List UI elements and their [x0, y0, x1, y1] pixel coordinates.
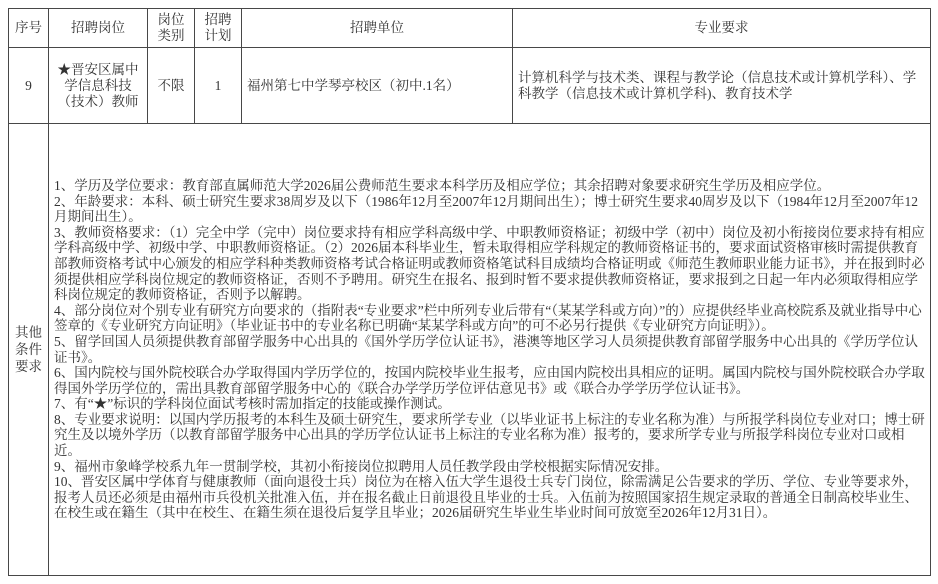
table-row [9, 48, 931, 124]
requirement-item-1: 1、学历及学位要求：教育部直属师范大学2026届公费师范生要求本科学历及相应学位；其余招聘对象要求研究生学历及相应学位。 [54, 177, 831, 193]
requirement-item-2: 2、年龄要求：本科、硕士研究生要求38周岁及以下（1986年12月至2007年12月期间出生）；博士研究生要求40周岁及以下（1984年12月至2007年12月期间出生）。 [54, 193, 918, 225]
table-header-row [9, 9, 931, 48]
other-requirements-row [9, 124, 931, 576]
cell-unit: 福州第七中学琴亭校区（初中.1名） [242, 48, 513, 124]
requirement-item-6: 6、国内院校与国外院校联合办学取得国内学历学位的，按国内院校毕业生报考，应由国内院校出具相应的证明。属国内院校与国外院校联合办学取得国外学历学位的，需出具教育部留学服务中心的《联合办学学历学位评估意见书》或《联合办学学历学位认证书》。 [54, 365, 925, 396]
requirement-item-5: 5、留学回国人员须提供教育部留学服务中心出具的《国外学历学位认证书》，港澳等地区学习人员须提供教育部留学服务中心出具的《学历学位认证书》。 [54, 333, 918, 365]
cell-plan: 1 [195, 48, 242, 124]
header-major: 专业要求 [513, 9, 931, 48]
header-seq: 序号 [9, 9, 49, 48]
header-plan: 招聘计划 [195, 9, 242, 48]
header-category: 岗位类别 [148, 9, 195, 48]
cell-category: 不限 [148, 48, 195, 124]
other-requirements-content [49, 124, 931, 576]
other-requirements-label: 其他条件要求 [9, 124, 49, 576]
requirement-item-10: 10、晋安区属中学体育与健康教师（面向退役士兵）岗位为在榕入伍大学生退役士兵专门岗位，除需满足公告要求的学历、学位、专业等要求外，报考人员还必须是由福州市兵役机关批准入伍，并在报名截止日前退役且毕业的士兵。入伍前为按照国家招生规定录取的普通全日制高校毕业生、在校生或在籍生（其中在校生、在籍生须在退役后复学且毕业；2026届研究生毕业生毕业时间可放宽至2026年12月31日）。 [54, 474, 918, 521]
requirement-item-9: 9、福州市象峰学校系九年一贯制学校，其初小衔接岗位拟聘用人员任教学段由学校根据实际情况安排。 [54, 458, 669, 474]
cell-major: 计算机科学与技术类、课程与教学论（信息技术或计算机学科）、学科教学（信息技术或计算机学科)、教育技术学 [513, 48, 931, 124]
requirement-item-8: 8、专业要求说明：以国内学历报考的本科生及硕士研究生，要求所学专业（以毕业证书上标注的专业名称为准）与所报学科岗位专业对口；博士研究生及以境外学历（以教育部留学服务中心出具的学历学位认证书上标注的专业名称为准）报考的，要求所学专业与所报学科岗位专业对口或相近。 [54, 411, 925, 459]
cell-position: ★晋安区属中学信息科技（技术）教师 [49, 48, 148, 124]
header-position: 招聘岗位 [49, 9, 148, 48]
cell-seq: 9 [9, 48, 49, 124]
requirement-item-4: 4、部分岗位对个别专业有研究方向要求的（指附表“专业要求”栏中所列专业后带有“（某某学科或方向）”的）应提供经毕业高校院系及就业指导中心签章的《专业研究方向证明》（毕业证书中的专业名称已明确“某某学科或方向”的可不必另行提供《专业研究方向证明》）。 [54, 302, 922, 334]
header-unit: 招聘单位 [242, 9, 513, 48]
requirement-item-7: 7、有“★”标识的学科岗位面试考核时需加指定的技能或操作测试。 [54, 396, 451, 412]
recruitment-table [8, 8, 931, 576]
requirement-item-3: 3、教师资格要求：（1）完全中学（完中）岗位要求持有相应学科高级中学、中职教师资格证；初级中学（初中）岗位及初小衔接岗位要求持有相应学科高级中学、初级中学、中职教师资格证。（2）2026届本科毕业生，暂未取得相应学科规定的教师资格证书的，要求面试资格审核时需提供教育部教师资格考试中心颁发的相应学科种类教师资格考试合格证明或教师资格笔试科目成绩均合格证明或《师范生教师职业能力证书》，并在报到时必须提供相应学科岗位规定的教师资格证，否则不予聘用。研究生在报名、报到时暂不要求提供教师资格证，要求报到之日起一年内必须取得相应学科岗位规定的教师资格证，否则予以解聘。 [54, 224, 925, 303]
